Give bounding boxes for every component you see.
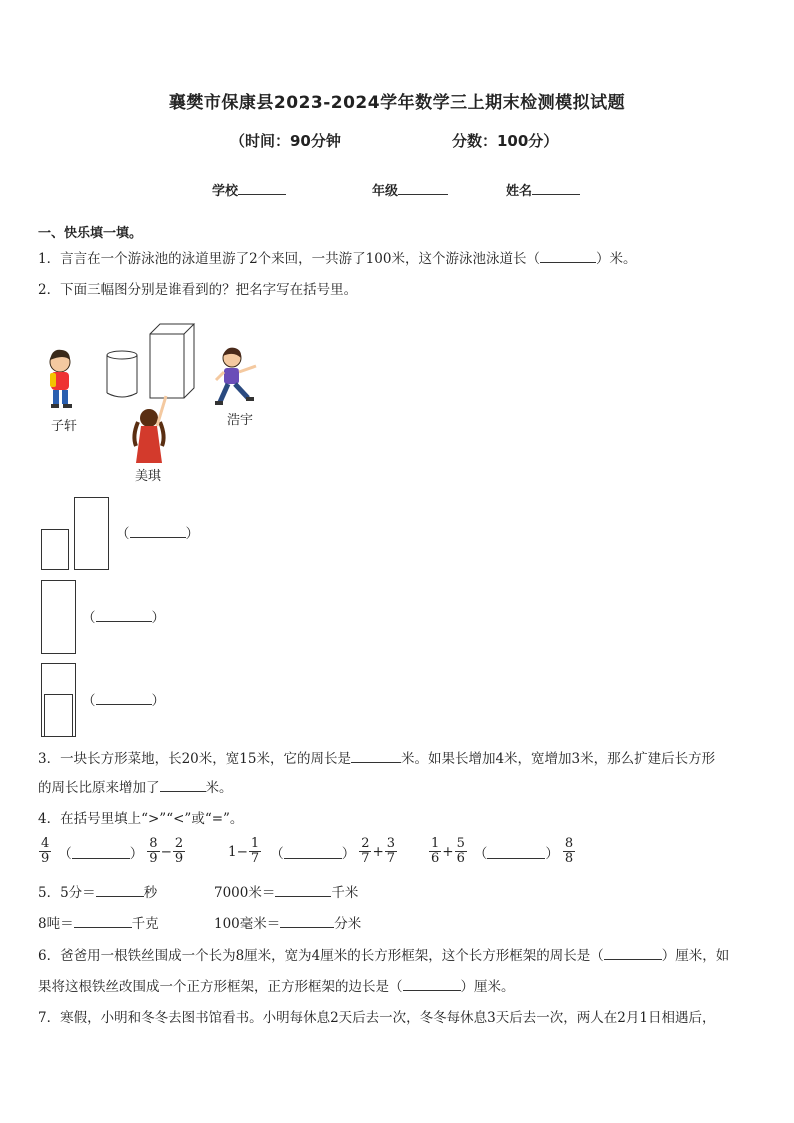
- q5-c-unit: 千克: [131, 916, 159, 932]
- page-title: 襄樊市保康县2023-2024学年数学三上期末检测模拟试题: [168, 93, 626, 113]
- paren-close: ）: [151, 693, 165, 709]
- q5-blank-a[interactable]: [96, 882, 144, 897]
- q5-b-unit: 千米: [331, 885, 359, 901]
- girl-meiqi-icon: [134, 396, 166, 463]
- fraction: $\frac{1}{6}$: [431, 836, 440, 866]
- question-3-line1: [38, 748, 715, 769]
- boy-haoyu-icon: [215, 348, 256, 405]
- q3-unit: 米。: [205, 780, 233, 796]
- view3-blank[interactable]: [96, 690, 152, 705]
- question-4: 4．在括号里填上“>”“<”或“=”。: [38, 811, 244, 827]
- school-blank[interactable]: [238, 180, 286, 195]
- question-6-line1: [38, 945, 729, 966]
- question-2: 2．下面三幅图分别是谁看到的？把名字写在括号里。: [38, 282, 358, 298]
- view1-answer[interactable]: [116, 523, 199, 544]
- question-6-line2: [38, 976, 515, 997]
- name-blank[interactable]: [532, 180, 580, 195]
- q5-item-c: [38, 913, 159, 934]
- fraction: $\frac{8}{8}$: [564, 836, 574, 866]
- q5-a-text: 5．5分＝: [38, 885, 96, 901]
- q1-text: 1．言言在一个游泳池的泳道里游了2个来回，一共游了100米，这个游泳池泳道长（: [38, 251, 540, 267]
- question-1: [38, 248, 636, 269]
- q5-c-text: 8吨＝: [38, 916, 74, 932]
- q1-blank[interactable]: [540, 248, 596, 263]
- q5-blank-b[interactable]: [275, 882, 331, 897]
- q5-item-b: [214, 882, 358, 903]
- view1-small-rect: [41, 529, 69, 570]
- view3-answer[interactable]: [82, 690, 165, 711]
- paren-open: （: [116, 526, 130, 542]
- q5-item-a: [38, 882, 157, 903]
- name-label-zixuan: 子轩: [51, 419, 78, 434]
- q5-blank-c[interactable]: [74, 913, 132, 928]
- q2-illustration: [38, 318, 278, 488]
- q4-blank-b[interactable]: [284, 844, 342, 859]
- view2-answer[interactable]: [82, 607, 165, 628]
- view2-blank[interactable]: [96, 607, 152, 622]
- fraction: $\frac{8}{9}$: [149, 836, 158, 866]
- q3-text-2: 的周长比原来增加了: [38, 780, 160, 796]
- fraction: $\frac{3}{7}$: [386, 836, 396, 866]
- question-7: 7．寒假，小明和冬冬去图书馆看书。小明每休息2天后去一次，冬冬每休息3天后去一次，两人在2月1日相遇后，: [38, 1010, 716, 1026]
- name-label-meiqi: 美琪: [135, 469, 162, 484]
- grade-field[interactable]: [372, 180, 448, 199]
- q5-d-unit: 分米: [334, 916, 362, 932]
- q6-text: 6．爸爸用一根铁丝围成一个长为8厘米，宽为4厘米的长方形框架，这个长方形框架的周长是（: [38, 948, 604, 964]
- q4-compare-b: 1 − $\frac{1}{7}$ （ ） $\frac{2}{7}$ + $\frac{3}{7}$: [228, 836, 396, 866]
- q4-compare-c: $\frac{1}{6}$ + $\frac{5}{6}$ （ ） $\frac{8}{8}$: [431, 836, 574, 866]
- q4-blank-a[interactable]: [72, 844, 130, 859]
- name-field[interactable]: [506, 180, 580, 199]
- exam-time: （时间：90分钟: [230, 132, 341, 150]
- fraction: $\frac{1}{7}$: [250, 836, 260, 866]
- q6-text-2: 果将这根铁丝改围成一个正方形框架，正方形框架的边长是（: [38, 979, 403, 995]
- q3-blank-2[interactable]: [160, 777, 206, 792]
- fraction: $\frac{2}{7}$: [361, 836, 370, 866]
- paren-open: （: [82, 693, 96, 709]
- q6-unit: ）厘米。: [460, 979, 515, 995]
- name-label-haoyu: 浩宇: [227, 413, 254, 428]
- boy-zixuan-icon: [50, 350, 72, 408]
- school-label: 学校: [212, 184, 239, 199]
- q5-a-unit: 秒: [143, 885, 158, 901]
- q6-text-cont: ）厘米，如: [661, 948, 730, 964]
- grade-blank[interactable]: [398, 180, 448, 195]
- q5-b-text: 7000米＝: [214, 885, 276, 901]
- paren-close: ）: [151, 610, 165, 626]
- fraction: $\frac{2}{9}$: [174, 836, 184, 866]
- section-heading: 一、快乐填一填。: [38, 226, 143, 241]
- q3-text-cont: 米。如果长增加4米，宽增加3米，那么扩建后长方形: [400, 751, 716, 767]
- view1-blank[interactable]: [130, 523, 186, 538]
- q6-blank-2[interactable]: [403, 976, 461, 991]
- q4-blank-c[interactable]: [487, 844, 545, 859]
- cuboid-object: [150, 324, 194, 398]
- cylinder-object: [107, 351, 137, 397]
- q1-unit: ）米。: [595, 251, 637, 267]
- q5-item-d: [214, 913, 361, 934]
- q5-blank-d[interactable]: [280, 913, 334, 928]
- grade-label: 年级: [372, 184, 399, 199]
- school-field[interactable]: [212, 180, 286, 199]
- q3-blank-1[interactable]: [351, 748, 401, 763]
- exam-score: 分数：100分）: [452, 132, 559, 150]
- q6-blank-1[interactable]: [604, 945, 662, 960]
- paren-close: ）: [185, 526, 199, 542]
- view1-tall-rect: [74, 497, 109, 570]
- paren-open: （: [82, 610, 96, 626]
- view2-rect: [41, 580, 76, 654]
- fraction: $\frac{5}{6}$: [456, 836, 465, 866]
- name-label: 姓名: [506, 184, 533, 199]
- q4-compare-a: $\frac{4}{9}$ （ ） $\frac{8}{9}$ − $\frac{2}{9}$: [41, 836, 184, 866]
- question-3-line2: [38, 777, 233, 798]
- fraction: $\frac{4}{9}$: [41, 836, 50, 866]
- q3-text: 3．一块长方形菜地，长20米，宽15米，它的周长是: [38, 751, 351, 767]
- view3-inner-rect: [44, 694, 73, 737]
- q5-d-text: 100毫米＝: [214, 916, 281, 932]
